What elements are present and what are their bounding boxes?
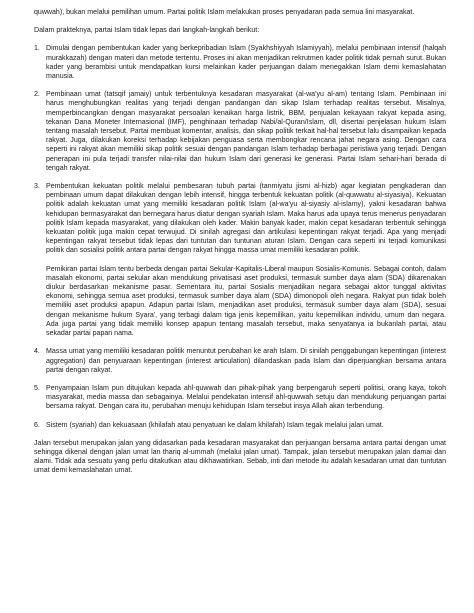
list-number: 1. bbox=[34, 45, 40, 53]
closing-paragraph: Jalan tersebut merupakan jalan yang didasarkan pada kesadaran masyarakat dan perjuangan bersama antara partai dengan umat sehingga dikenal dengan jalan umat lan thariq al-ummah (melalui jalan umat). Tampak, jalan tersebut merupakan jalan damai dan alami. Tidak ada sesuatu yang perlu ditakutkan atau dikhawatirkan. Sebab, inti dari metode itu adalah kesadaran umat dan tuntutan umat demi kemaslahatan umat. bbox=[34, 439, 446, 475]
list-item-1 bbox=[34, 44, 446, 81]
list-number: 6. bbox=[34, 421, 40, 429]
list-item-6 bbox=[34, 421, 446, 430]
list-number: 4. bbox=[34, 348, 40, 356]
list-number: 3. bbox=[34, 183, 40, 191]
list-number: 5. bbox=[34, 384, 40, 392]
list-item-2 bbox=[34, 90, 446, 173]
list-item-3 bbox=[34, 182, 446, 256]
list-text: Penyampaian Islam pun ditujukan kepada ahl-quwwah dan pihak-pihak yang berpengaruh seperti politisi, orang kaya, tokoh masyarakat, media massa dan sebagainya. Melalui pendekatan intensif ahl-quwwah setuju dan mendukung perjuangan partai bersama rakyat. Dengan cara itu, perubahan menuju kehidupan Islam tersebut insya Allah akan terbendung. bbox=[46, 384, 446, 411]
list-number: 2. bbox=[34, 91, 40, 99]
list-text: Sistem (syariah) dan kekuasaan (khilafah atau penyatuan ke dalam khilafah) Islam tegak melalui jalan umat. bbox=[46, 421, 384, 429]
list-text: Massa umat yang memiliki kesadaran politik menuntut perubahan ke arah Islam. Di sinilah penggabungan kepentingan (interest aggregation) dan penyuaraan kepentingan (interest articulation) dilandaskan pada Islam dan diperjuangkan bersama antara partai dengan rakyat. bbox=[46, 348, 446, 374]
intro-continuation: quwwah), bukan melalui pemilihan umum. Partai politik Islam melakukan proses penyadaran pada semua lini masyarakat. bbox=[34, 9, 415, 16]
list-item-3-extra: Pemikiran partai Islam tentu berbeda dengan partai Sekular-Kapitalis-Liberal maupun Sosialis-Komunis. Sebagai contoh, dalam masalah ekonomi, partai sekular akan mendukung privatisasi aset produksi, termasuk sumber daya alam (SDA) dikarenakan diukur berdasarkan mekanisme pasar. Sementara itu, partai Sosialis menjadikan negara sebagai aktor tunggal aktivitas ekonomi, sehingga semua aset produksi, termasuk sumber daya alam (SDA) dimonopoli oleh negara. Rakyat pun tidak boleh memiliki aset produksi apapun. Adapun partai Islam, menjadikan aset produksi, termasuk sumber daya alam (SDA), sesuai dengan mekanisme hukum Syara', yang terbagi dalam tiga jenis kepemilikan, yaitu kepemilikan individu, umum dan negara. Ada juga partai yang tidak memiliki konsep apapun tentang masalah tersebut, maka senyatanya ia bukanlah partai, atau sekadar partai papan nama. bbox=[46, 265, 446, 338]
list-text: Dimulai dengan pembentukan kader yang berkepribadian Islam (Syakhshiyyah Islamiyyah), melalui pembinaan intensif (halqah murakkazah) dengan materi dan metode tertentu. Proses ini akan menjadikan rekrutmen kader politik tidak pernah surut. Bukan kader yang berambisi untuk mendapatkan kursi melainkan kader perjuangan dalam menegakkan Islam demi kemaslahatan manusia. bbox=[46, 45, 446, 81]
list-text: Pembinaan umat (tatsqif jamaiy) untuk terbentuknya kesadaran masyarakat (al-wa'yu al-am) tentang Islam. Pembinaan ini harus menghubungkan realitas yang terjadi dengan pandangan dan sikap Islam terhadap realitas tersebut. Misalnya, memperbincangkan dengan masyarakat persoalan kenaikan harga listrik, BBM, penjualan kekayaan rakyat kepada asing, tekanan Dana Moneter Internasional (IMF), penghinaan terhadap Nabi/al-Quran/Islam, dll, disertai penjelasan hukum Islam tentang masalah tersebut. Partai membuat komentar, analisis, dan sikap politik terkait hal-hal tersebut lalu disampaikan kepada rakyat. Juga, dilakukan koreksi terhadap kebijakan penguasa serta membongkar rencana jahat negara asing. Dengan cara seperti ini rakyat akan memiliki sikap politik sesuai dengan pandangan Islam terhadap berbagai peristiwa yang terjadi. Dengan penerapan ini pula terjadi transfer nilai-nilai dan hukum Islam dari generasi ke generasi. Partai Islam sehari-hari berada di tengah rakyat. bbox=[46, 91, 446, 172]
steps-intro: Dalam prakteknya, partai Islam tidak lepas dari langkah-langkah berikut: bbox=[34, 27, 260, 35]
list-text: Pembentukan kekuatan politik melalui pembesaran tubuh partai (tanmiyatu jismi al-hizb) agar kegiatan pengkaderan dan pembinaan umum dapat dilakukan dengan lebih intensif, hingga terbentuk kekuatan politik (al-quwwatu al-siyasiya). Kekuatan politik adalah kekuatan umat yang memiliki kesadaran politik Islam (al-wa'yu al-siyasiy al-islamy), yakni kesadaran bahwa kehidupan bermasyarakat dan bernegara harus diatur dengan syariah Islam. Maka harus ada upaya terus menerus penyadaran politik Islam kepada masyarakat, yang dilakukan oleh kader. Makin banyak kader, makin cepat kesadaran terbentuk sehingga kekuatan politik juga makin cepat terwujud. Di sinilah agregasi dan artikulasi kepentingan rakyat terjadi. Apa yang menjadi kepentingan rakyat tersebut tidak lepas dari tuntutan dan tuntunan aturan Islam. Dengan cara seperti ini terjadi komunikasi politik dan sosialisi politik antara partai dengan rakyat hingga massa umat memiliki kesadaran politik. bbox=[46, 183, 446, 255]
list-item-4 bbox=[34, 347, 446, 375]
list-item-5 bbox=[34, 384, 446, 412]
